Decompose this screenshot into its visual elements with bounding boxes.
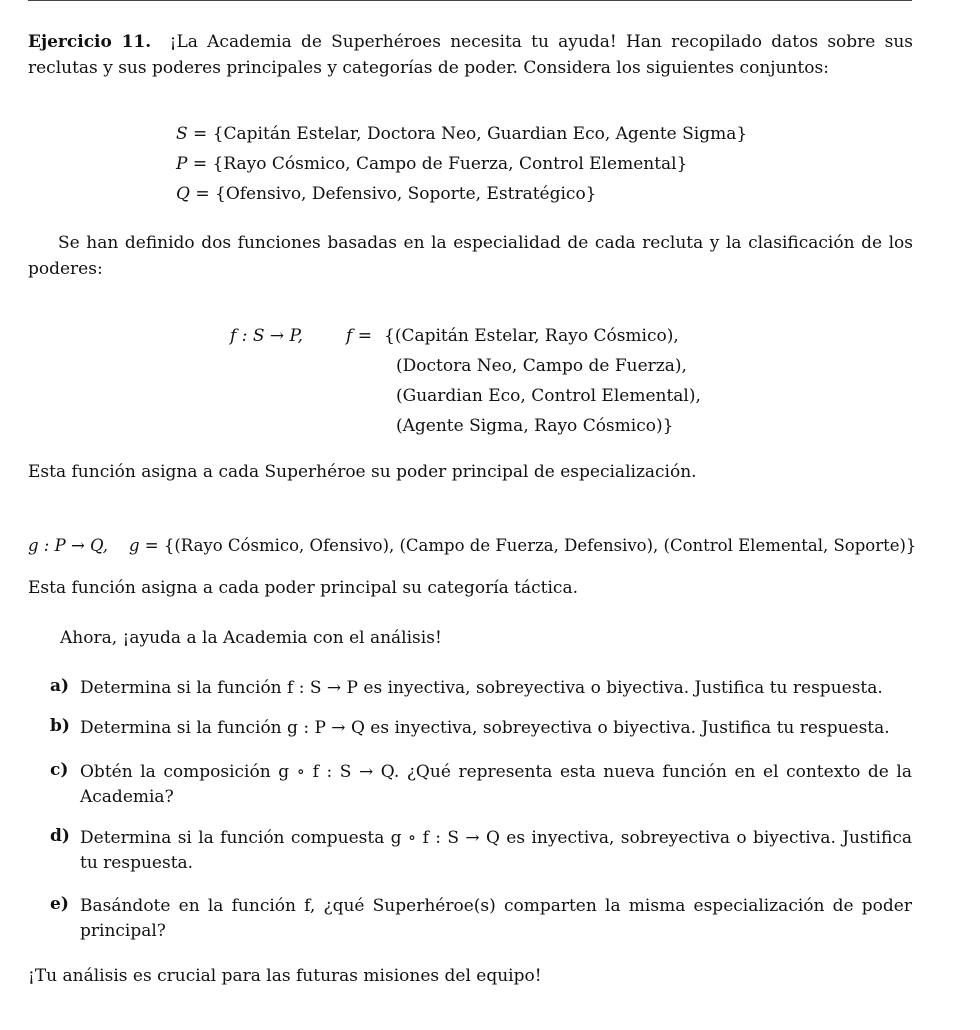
question-e-text: Basándote en la función f, ¿qué Superhéroe(s) comparten la misma especialización de poder principal? <box>80 896 912 941</box>
exercise-heading: Ejercicio 11. <box>28 32 152 52</box>
set-q: Q = {Ofensivo, Defensivo, Soporte, Estratégico} <box>176 184 597 204</box>
question-d-label: d) <box>50 826 70 846</box>
question-c-text: Obtén la composición g ∘ f : S → Q. ¿Qué representa esta nueva función en el contexto de la Academia? <box>80 762 912 807</box>
question-c-label: c) <box>50 760 69 780</box>
f-pair-1: {(Capitán Estelar, Rayo Cósmico), <box>384 326 679 346</box>
set-p-symbol: P <box>176 154 188 174</box>
f-pair-2: (Doctora Neo, Campo de Fuerza), <box>396 356 687 376</box>
g-pairs: {(Rayo Cósmico, Ofensivo), (Campo de Fuerza, Defensivo), (Control Elemental, Soporte)} <box>163 536 917 555</box>
question-e-label: e) <box>50 894 69 914</box>
f-lhs: f = <box>346 326 372 346</box>
closing-line: ¡Tu análisis es crucial para las futuras misiones del equipo! <box>28 966 542 986</box>
question-b-label: b) <box>50 716 70 736</box>
set-p-members: {Rayo Cósmico, Campo de Fuerza, Control Elemental} <box>212 154 688 174</box>
question-b-text: Determina si la función g : P → Q es inyectiva, sobreyectiva o biyectiva. Justifica tu respuesta. <box>80 718 890 738</box>
exercise-intro <box>28 29 913 81</box>
f-caption: Esta función asigna a cada Superhéroe su poder principal de especialización. <box>28 462 697 482</box>
set-s-symbol: S <box>176 124 188 144</box>
functions-intro: Se han definido dos funciones basadas en la especialidad de cada recluta y la clasificación de los poderes: <box>28 233 913 279</box>
g-lhs: g = <box>128 536 159 555</box>
exercise-intro-text: ¡La Academia de Superhéroes necesita tu ayuda! Han recopilado datos sobre sus reclutas y sus poderes principales y categorías de poder. Considera los siguientes conjuntos: <box>28 32 913 78</box>
question-a-text: Determina si la función f : S → P es inyectiva, sobreyectiva o biyectiva. Justifica tu respuesta. <box>80 678 883 698</box>
set-s: S = {Capitán Estelar, Doctora Neo, Guardian Eco, Agente Sigma} <box>176 124 748 144</box>
top-rule <box>28 0 912 1</box>
set-q-symbol: Q <box>176 184 190 204</box>
set-q-members: {Ofensivo, Defensivo, Soporte, Estratégico} <box>215 184 597 204</box>
call-to-action: Ahora, ¡ayuda a la Academia con el análisis! <box>60 628 442 648</box>
f-pair-4: (Agente Sigma, Rayo Cósmico)} <box>396 416 674 436</box>
question-a-label: a) <box>50 676 70 696</box>
set-p: P = {Rayo Cósmico, Campo de Fuerza, Control Elemental} <box>176 154 688 174</box>
set-s-members: {Capitán Estelar, Doctora Neo, Guardian Eco, Agente Sigma} <box>212 124 748 144</box>
f-pair-3: (Guardian Eco, Control Elemental), <box>396 386 701 406</box>
f-signature: f : S → P, <box>230 326 303 346</box>
g-caption: Esta función asigna a cada poder principal su categoría táctica. <box>28 578 578 598</box>
question-d-text: Determina si la función compuesta g ∘ f : S → Q es inyectiva, sobreyectiva o biyectiva. Justifica tu respuesta. <box>80 828 912 873</box>
g-signature: g : P → Q, <box>28 536 108 555</box>
g-definition <box>28 536 916 555</box>
